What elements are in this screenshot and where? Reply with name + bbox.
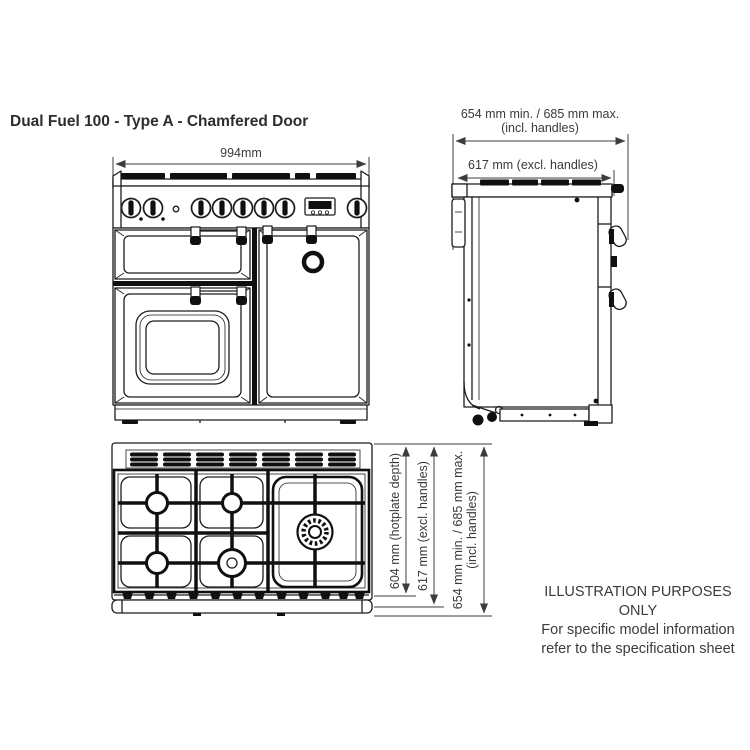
tall-door-handle <box>306 226 317 244</box>
tall-door-handle <box>262 226 273 244</box>
side-view <box>452 107 628 426</box>
front-doors <box>113 226 369 405</box>
disclaimer-line-3: refer to the specification sheet <box>541 641 735 657</box>
control-knob <box>213 199 232 218</box>
page-title: Dual Fuel 100 - Type A - Chamfered Door <box>10 113 309 130</box>
plinth-block <box>589 405 612 423</box>
clock-display <box>305 198 335 215</box>
top-view-dimensions <box>374 444 492 616</box>
panel-dot <box>139 217 143 221</box>
rear-bracket <box>452 199 465 247</box>
side-depth-excl-label: 617 mm (excl. handles) <box>468 158 598 172</box>
screw-dot <box>575 198 580 203</box>
oven-door-handle <box>236 287 247 305</box>
top-view <box>112 443 492 616</box>
oven-door-handle <box>190 287 201 305</box>
top-depth-incl-label-1: 654 mm min. / 685 mm max. <box>451 450 465 610</box>
control-knob <box>192 199 211 218</box>
burner <box>223 494 242 513</box>
large-burner <box>219 550 246 577</box>
disclaimer-line-1: ILLUSTRATION PURPOSES ONLY <box>544 584 732 619</box>
knob-profile <box>611 184 624 193</box>
side-depth-incl-label-2: (incl. handles) <box>501 121 579 135</box>
side-hotplate <box>452 180 612 198</box>
panel-dot <box>161 217 165 221</box>
caster-wheel <box>473 415 484 426</box>
side-depth-incl-label-1: 654 mm min. / 685 mm max. <box>460 107 620 121</box>
wok-burner <box>298 515 333 550</box>
grill-door-handle <box>190 227 201 245</box>
door-latch <box>611 256 617 267</box>
control-knob <box>255 199 274 218</box>
top-depth-incl-label-2: (incl. handles) <box>465 491 479 569</box>
front-width-dimension-label: 994mm <box>220 146 262 160</box>
front-plinth <box>115 405 367 424</box>
caster-wheel <box>487 412 497 422</box>
burner <box>147 553 168 574</box>
front-width-dimension <box>113 146 369 176</box>
screw-dot <box>594 399 599 404</box>
control-knob <box>276 199 295 218</box>
front-view <box>113 146 369 424</box>
disclaimer-note <box>524 583 750 659</box>
control-knob <box>122 199 141 218</box>
control-knob <box>348 199 367 218</box>
hotplate-depth-label: 604 mm (hotplate depth) <box>388 452 402 590</box>
top-depth-excl-label: 617 mm (excl. handles) <box>416 461 430 591</box>
burner <box>147 493 168 514</box>
side-body <box>452 197 611 407</box>
grill-door-handle <box>236 227 247 245</box>
front-control-panel <box>113 186 369 228</box>
disclaimer-line-2: For specific model information <box>541 622 735 638</box>
control-knob <box>144 199 163 218</box>
control-knob <box>234 199 253 218</box>
front-rail <box>112 600 372 616</box>
